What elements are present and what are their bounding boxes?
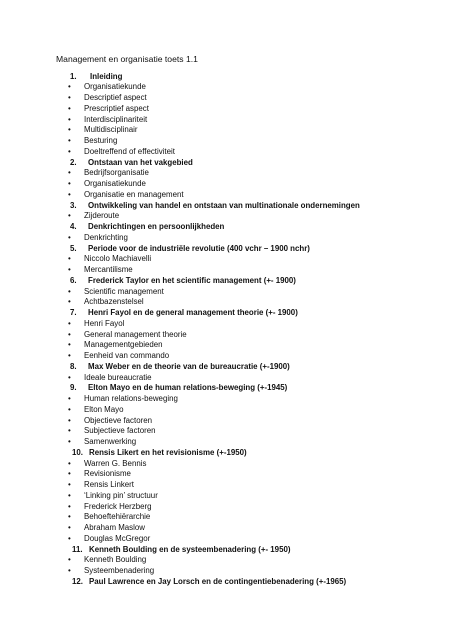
section-heading bbox=[0, 72, 474, 83]
list-item-text: Kenneth Boulding bbox=[84, 555, 147, 565]
bullet-icon: • bbox=[68, 318, 71, 328]
list-item bbox=[0, 190, 474, 201]
bullet-icon: • bbox=[68, 114, 71, 124]
bullet-icon: • bbox=[68, 566, 71, 575]
list-item bbox=[0, 136, 474, 147]
section-heading-text: Henri Fayol en de general management theorie (+- 1900) bbox=[88, 308, 298, 317]
list-item-text: Rensis Linkert bbox=[84, 480, 134, 489]
list-item bbox=[0, 147, 474, 158]
list-item-text: Warren G. Bennis bbox=[84, 458, 147, 468]
bullet-icon: • bbox=[68, 103, 71, 113]
section-number: 3. bbox=[70, 200, 77, 210]
bullet-icon: • bbox=[68, 523, 71, 532]
list-item-text: Prescriptief aspect bbox=[84, 103, 149, 113]
section-heading-text: Denkrichtingen en persoonlijkheden bbox=[88, 222, 225, 231]
list-item bbox=[0, 254, 474, 265]
list-item-text: Besturing bbox=[84, 136, 118, 145]
section-heading-text: Inleiding bbox=[90, 71, 123, 81]
list-item-text: Organisatiekunde bbox=[84, 82, 146, 92]
list-item-text: Elton Mayo bbox=[84, 404, 124, 414]
list-item bbox=[0, 437, 474, 448]
bullet-icon: • bbox=[68, 189, 71, 199]
bullet-icon: • bbox=[68, 168, 71, 178]
section-number: 5. bbox=[70, 243, 77, 253]
list-item-text: Scientific management bbox=[84, 286, 164, 296]
list-item bbox=[0, 534, 474, 545]
list-item-text: Doeltreffend of effectiviteit bbox=[84, 146, 175, 156]
list-item-text: Ideale bureaucratie bbox=[84, 372, 152, 382]
list-item bbox=[0, 297, 474, 308]
bullet-icon: • bbox=[68, 533, 71, 543]
section-heading bbox=[0, 201, 474, 212]
list-item bbox=[0, 351, 474, 362]
list-item bbox=[0, 480, 474, 491]
list-item bbox=[0, 394, 474, 405]
list-item bbox=[0, 233, 474, 244]
list-item-text: General management theorie bbox=[84, 329, 187, 339]
list-item-text: Organisatie en management bbox=[84, 189, 184, 199]
list-item bbox=[0, 566, 474, 577]
list-item-text: Denkrichting bbox=[84, 232, 128, 242]
bullet-icon: • bbox=[68, 286, 71, 296]
bullet-icon: • bbox=[68, 93, 71, 102]
bullet-icon: • bbox=[68, 458, 71, 468]
bullet-icon: • bbox=[68, 372, 71, 382]
list-item-text: Human relations-beweging bbox=[84, 394, 178, 403]
bullet-icon: • bbox=[68, 555, 71, 565]
section-number: 11. bbox=[72, 544, 83, 554]
list-item-text: Systeembenadering bbox=[84, 566, 155, 575]
bullet-icon: • bbox=[68, 394, 71, 403]
section-heading bbox=[0, 362, 474, 373]
section-number: 8. bbox=[70, 361, 77, 371]
list-item bbox=[0, 469, 474, 480]
bullet-icon: • bbox=[68, 211, 71, 221]
section-heading-text: Ontstaan van het vakgebied bbox=[88, 157, 193, 167]
list-item bbox=[0, 502, 474, 513]
section-heading-text: Max Weber en de theorie van de bureaucratie (+-1900) bbox=[88, 361, 290, 371]
section-heading bbox=[0, 276, 474, 287]
section-heading-text: Ontwikkeling van handel en ontstaan van multinationale ondernemingen bbox=[88, 200, 360, 210]
list-item-text: Revisionisme bbox=[84, 469, 131, 479]
section-heading bbox=[0, 158, 474, 169]
section-heading-text: Elton Mayo en de human relations-beweging (+-1945) bbox=[88, 383, 288, 393]
bullet-icon: • bbox=[68, 351, 71, 360]
list-item-text: Multidisciplinair bbox=[84, 125, 138, 135]
list-item bbox=[0, 491, 474, 502]
section-heading-text: Rensis Likert en het revisionisme (+-1950) bbox=[89, 447, 247, 457]
list-item bbox=[0, 211, 474, 222]
bullet-icon: • bbox=[68, 469, 71, 479]
list-item bbox=[0, 179, 474, 190]
bullet-icon: • bbox=[68, 297, 71, 307]
list-item-text: Bedrijfsorganisatie bbox=[84, 168, 149, 178]
section-heading bbox=[0, 244, 474, 255]
list-item-text: Zijderoute bbox=[84, 211, 120, 221]
list-item-text: Abraham Maslow bbox=[84, 523, 145, 532]
list-item-text: Subjectieve factoren bbox=[84, 426, 156, 436]
document-title: Management en organisatie toets 1.1 bbox=[56, 54, 198, 64]
bullet-icon: • bbox=[68, 480, 71, 489]
list-item bbox=[0, 426, 474, 437]
bullet-icon: • bbox=[68, 136, 71, 145]
list-item bbox=[0, 104, 474, 115]
list-item bbox=[0, 125, 474, 136]
bullet-icon: • bbox=[68, 232, 71, 242]
section-heading-text: Frederick Taylor en het scientific management (+- 1900) bbox=[88, 275, 296, 285]
bullet-icon: • bbox=[68, 179, 71, 188]
list-item bbox=[0, 93, 474, 104]
list-item-text: ‘Linking pin’ structuur bbox=[84, 490, 158, 500]
list-item bbox=[0, 340, 474, 351]
list-item-text: Samenwerking bbox=[84, 437, 137, 446]
bullet-icon: • bbox=[68, 512, 71, 522]
list-item bbox=[0, 319, 474, 330]
section-number: 1. bbox=[70, 71, 77, 81]
list-item bbox=[0, 416, 474, 427]
outline-list bbox=[0, 72, 474, 588]
list-item bbox=[0, 265, 474, 276]
section-number: 4. bbox=[70, 222, 77, 231]
list-item bbox=[0, 512, 474, 523]
bullet-icon: • bbox=[68, 329, 71, 339]
list-item-text: Objectieve factoren bbox=[84, 415, 152, 425]
section-heading bbox=[0, 222, 474, 233]
list-item-text: Douglas McGregor bbox=[84, 533, 151, 543]
list-item-text: Descriptief aspect bbox=[84, 93, 147, 102]
bullet-icon: • bbox=[68, 125, 71, 135]
section-heading bbox=[0, 448, 474, 459]
list-item-text: Frederick Herzberg bbox=[84, 501, 152, 511]
list-item bbox=[0, 287, 474, 298]
list-item bbox=[0, 523, 474, 534]
list-item bbox=[0, 459, 474, 470]
section-heading bbox=[0, 545, 474, 556]
section-number: 9. bbox=[70, 383, 77, 393]
list-item bbox=[0, 168, 474, 179]
list-item-text: Eenheid van commando bbox=[84, 351, 170, 360]
list-item-text: Niccolo Machiavelli bbox=[84, 254, 152, 264]
section-heading bbox=[0, 383, 474, 394]
section-heading bbox=[0, 308, 474, 319]
list-item-text: Managementgebieden bbox=[84, 340, 163, 350]
bullet-icon: • bbox=[68, 415, 71, 425]
list-item bbox=[0, 405, 474, 416]
section-heading bbox=[0, 577, 474, 588]
list-item bbox=[0, 115, 474, 126]
list-item-text: Interdisciplinariteit bbox=[84, 114, 148, 124]
list-item-text: Behoeftehiërarchie bbox=[84, 512, 151, 522]
section-heading-text: Kenneth Boulding en de systeembenadering (+- 1950) bbox=[89, 544, 291, 554]
bullet-icon: • bbox=[68, 254, 71, 264]
section-heading-text: Periode voor de industriële revolutie (400 vchr – 1900 nchr) bbox=[88, 243, 310, 253]
bullet-icon: • bbox=[68, 426, 71, 436]
list-item-text: Henri Fayol bbox=[84, 318, 125, 328]
bullet-icon: • bbox=[68, 265, 71, 274]
section-number: 7. bbox=[70, 308, 77, 317]
list-item-text: Mercantilisme bbox=[84, 265, 133, 274]
bullet-icon: • bbox=[68, 146, 71, 156]
list-item bbox=[0, 373, 474, 384]
bullet-icon: • bbox=[68, 82, 71, 92]
section-number: 12. bbox=[72, 576, 83, 586]
bullet-icon: • bbox=[68, 501, 71, 511]
section-heading-text: Paul Lawrence en Jay Lorsch en de contingentiebenadering (+-1965) bbox=[89, 576, 347, 586]
list-item-text: Achtbazenstelsel bbox=[84, 297, 144, 307]
list-item-text: Organisatiekunde bbox=[84, 179, 146, 188]
bullet-icon: • bbox=[68, 437, 71, 446]
section-number: 6. bbox=[70, 275, 77, 285]
list-item bbox=[0, 82, 474, 93]
list-item bbox=[0, 330, 474, 341]
section-number: 10. bbox=[72, 447, 83, 457]
bullet-icon: • bbox=[68, 490, 71, 500]
bullet-icon: • bbox=[68, 340, 71, 350]
bullet-icon: • bbox=[68, 404, 71, 414]
list-item bbox=[0, 555, 474, 566]
section-number: 2. bbox=[70, 157, 77, 167]
